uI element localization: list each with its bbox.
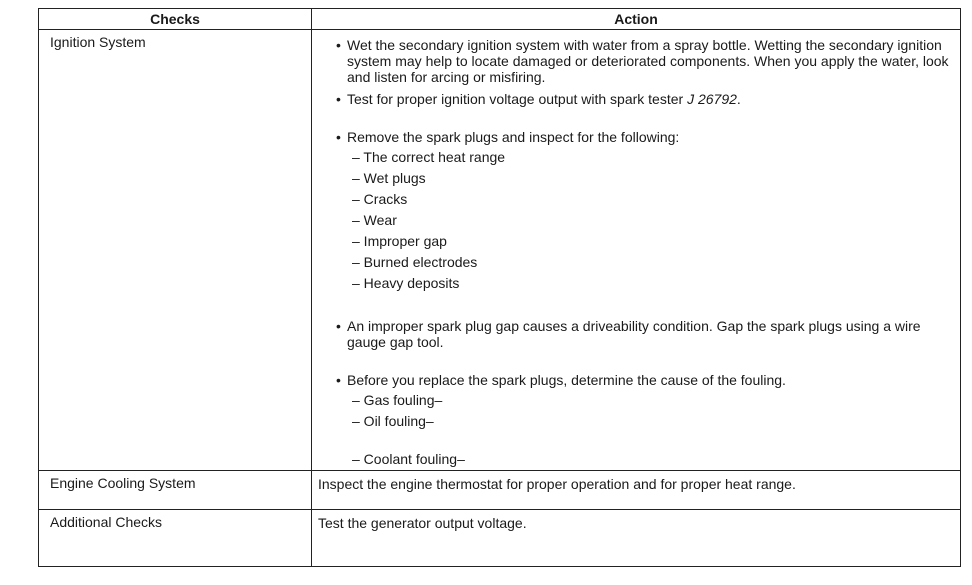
bullet-text: Before you replace the spark plugs, determine the cause of the fouling. bbox=[347, 372, 786, 388]
check-cell: Ignition System bbox=[39, 30, 312, 471]
check-cell: Additional Checks bbox=[39, 510, 312, 567]
sub-list bbox=[312, 147, 960, 294]
bullet-text: Test for proper ignition voltage output with spark tester bbox=[347, 91, 688, 107]
header-row bbox=[39, 9, 961, 30]
list-item: – Improper gap bbox=[352, 233, 447, 249]
list-item: – Wear bbox=[352, 212, 397, 228]
bullet-item: • Wet the secondary ignition system with water from a spray bottle. Wetting the secondary ignition system may help to locate damaged or deteriorated components. When you apply the water, look and listen for arcing or misfiring. bbox=[336, 37, 949, 85]
list-item: – Wet plugs bbox=[352, 170, 426, 186]
tool-number: J 26792 bbox=[687, 91, 737, 107]
diagnostic-table-page bbox=[38, 8, 960, 568]
table-row bbox=[39, 510, 961, 567]
action-text: Test the generator output voltage. bbox=[318, 515, 527, 531]
bullet-item: • Before you replace the spark plugs, determine the cause of the fouling. bbox=[336, 372, 786, 388]
bullet-text: Wet the secondary ignition system with water from a spray bottle. Wetting the secondary ignition system may help to locate damaged or deteriorated components. When you apply the water, look and listen for arcing or misfiring. bbox=[347, 37, 949, 85]
bullet-item: • An improper spark plug gap causes a driveability condition. Gap the spark plugs using a wire gauge gap tool. bbox=[336, 318, 921, 350]
list-item: – Cracks bbox=[352, 191, 408, 207]
list-item: – Burned electrodes bbox=[352, 254, 478, 270]
bullet-item: • Remove the spark plugs and inspect for the following: bbox=[336, 129, 680, 145]
bullet-item: • Test for proper ignition voltage output with spark tester J 26792. bbox=[336, 91, 741, 107]
bullet-text: An improper spark plug gap causes a driveability condition. Gap the spark plugs using a wire gauge gap tool. bbox=[347, 318, 921, 350]
table-row bbox=[39, 30, 961, 471]
bullet-suffix: . bbox=[736, 91, 741, 107]
table-row bbox=[39, 471, 961, 510]
list-item: – The correct heat range bbox=[352, 149, 506, 165]
checks-table bbox=[38, 8, 961, 567]
list-item: – Gas fouling– bbox=[352, 392, 443, 408]
header-checks: Checks bbox=[39, 9, 312, 30]
sub-list bbox=[312, 390, 960, 470]
action-cell bbox=[312, 510, 961, 567]
bullet-text: Remove the spark plugs and inspect for the following: bbox=[347, 129, 680, 145]
header-action: Action bbox=[312, 9, 961, 30]
action-cell bbox=[312, 471, 961, 510]
list-item: – Heavy deposits bbox=[352, 275, 460, 291]
action-cell bbox=[312, 30, 961, 471]
action-text: Inspect the engine thermostat for proper operation and for proper heat range. bbox=[318, 476, 796, 492]
check-cell: Engine Cooling System bbox=[39, 471, 312, 510]
list-item: – Coolant fouling– bbox=[352, 451, 465, 467]
list-item: – Oil fouling– bbox=[352, 413, 434, 429]
